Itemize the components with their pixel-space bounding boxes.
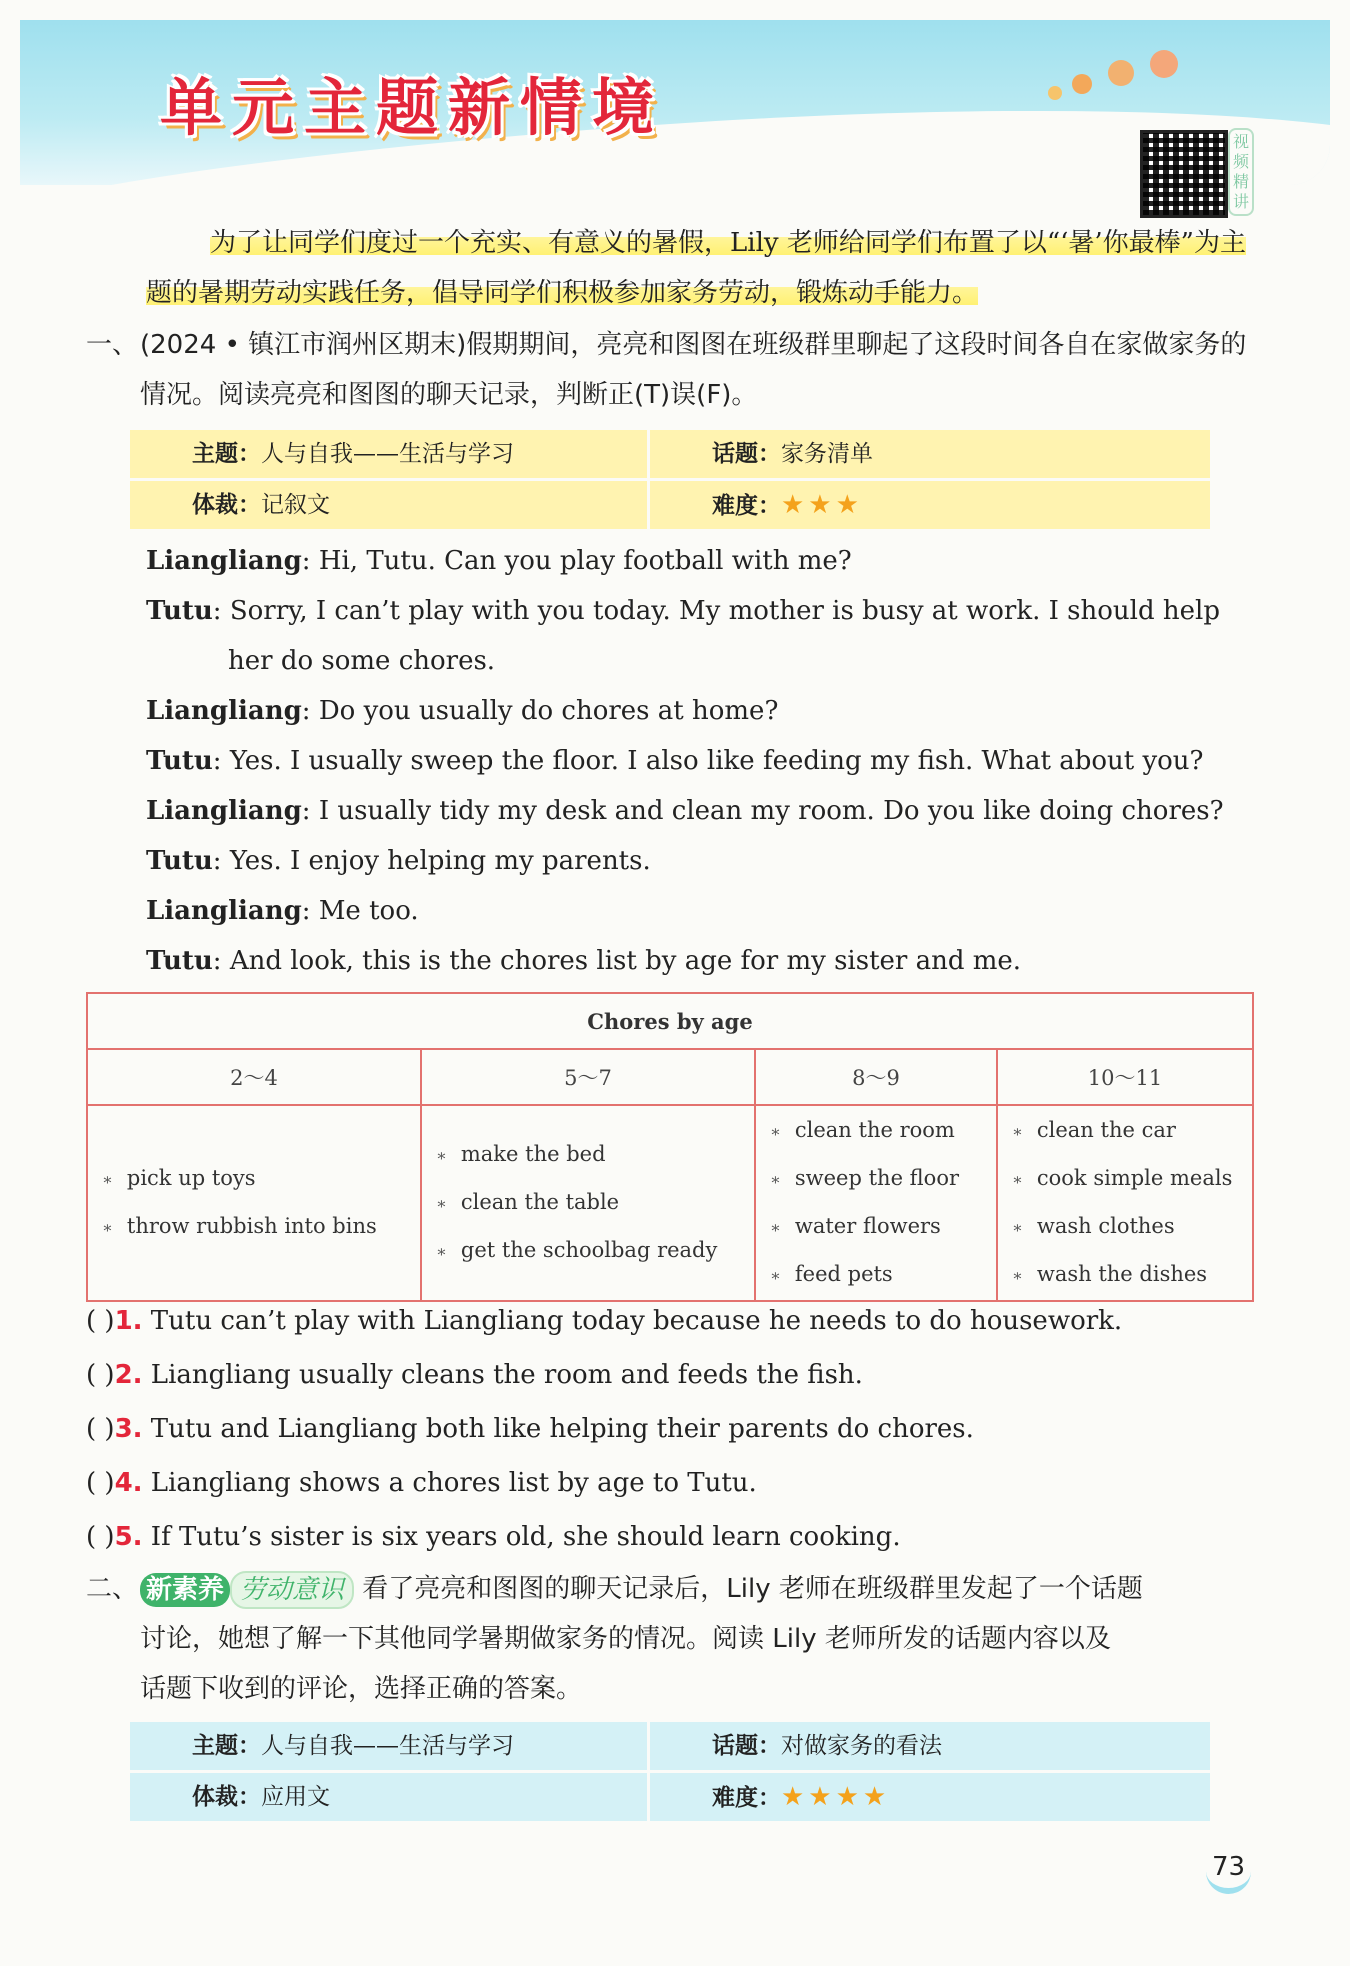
dialogue-line: Tutu: And look, this is the chores list by age for my sister and me. [146,946,1022,976]
chores-cell [755,1105,997,1301]
question-item: ( )1. Tutu can’t play with Liangliang today because he needs to do housework. [86,1306,1123,1336]
questions-list [86,1294,1266,1564]
dialogue-line: Liangliang: I usually tidy my desk and clean my room. Do you like doing chores? [146,796,1224,826]
answer-blank[interactable]: ( ) [86,1468,115,1498]
chore-item: ∗ water flowers [770,1214,941,1238]
chore-item: ∗ clean the table [436,1190,620,1214]
chores-cell [421,1105,755,1301]
answer-blank[interactable]: ( ) [86,1360,115,1390]
intro-paragraph [146,218,1256,318]
chore-item: ∗ pick up toys [102,1166,256,1190]
intro-text: 为了让同学们度过一个充实、有意义的暑假，Lily 老师给同学们布置了以“‘暑’你最棒”为主题的暑期劳动实践任务，倡导同学们积极参加家务劳动，锻炼动手能力。 [146,228,1246,308]
difficulty-stars-icon: ★★★ [781,490,863,520]
difficulty-stars-icon: ★★★★ [781,1782,891,1812]
section1-info-box [130,430,1210,529]
difficulty-cell: 难度：★★★★ [712,1782,891,1812]
age-header: 8～9 [755,1049,997,1105]
dialogue-line: Tutu: Sorry, I can’t play with you today. My mother is busy at work. I should help [146,596,1220,626]
age-header: 5～7 [421,1049,755,1105]
chores-cell [87,1105,421,1301]
chore-item: ∗ throw rubbish into bins [102,1214,377,1238]
dialogue [146,536,1256,986]
section2-number: 二、 [86,1574,139,1604]
question-item: ( )2. Liangliang usually cleans the room and feeds the fish. [86,1360,863,1390]
chore-item: ∗ clean the room [770,1118,955,1142]
answer-blank[interactable]: ( ) [86,1414,115,1444]
unit-title: 单元主题新情境 [160,71,665,144]
theme-cell: 主题：人与自我——生活与学习 [130,1722,650,1773]
topic-cell: 话题：家务清单 [650,430,1210,481]
chores-table-title: Chores by age [87,993,1253,1049]
chore-item: ∗ clean the car [1012,1118,1176,1142]
difficulty-cell: 难度：★★★ [712,490,863,520]
chores-table-wrap [86,992,1254,1302]
age-header: 2～4 [87,1049,421,1105]
qr-label: 视频精讲 [1228,128,1254,216]
dialogue-line: her do some chores. [228,646,496,676]
genre-cell: 体裁：应用文 [130,1773,650,1821]
chores-table [86,992,1254,1302]
section1-number: 一、 [86,330,139,360]
qr-code-icon[interactable] [1140,130,1228,218]
section1-instructions: (2024 • 镇江市润州区期末)假期期间，亮亮和图图在班级群里聊起了这段时间各自在家做家务的情况。阅读亮亮和图图的聊天记录，判断正(T)误(F)。 [140,330,1247,410]
section2-instructions: 新素养 劳动意识 看了亮亮和图图的聊天记录后，Lily 老师在班级群里发起了一个话题 讨论，她想了解一下其他同学暑期做家务的情况。阅读 Lily 老师所发的话题内容以及 话题下收到的评论，选择正确的答案。 [140,1564,1260,1714]
chore-item: ∗ sweep the floor [770,1166,959,1190]
answer-blank[interactable]: ( ) [86,1306,115,1336]
answer-blank[interactable]: ( ) [86,1522,115,1552]
age-header: 10～11 [997,1049,1253,1105]
dialogue-line: Liangliang: Hi, Tutu. Can you play football with me? [146,546,852,576]
question-item: ( )4. Liangliang shows a chores list by age to Tutu. [86,1468,757,1498]
chore-item: ∗ make the bed [436,1142,606,1166]
chore-item: ∗ get the schoolbag ready [436,1238,718,1262]
badge-new-literacy: 新素养 [140,1573,230,1607]
page-number: 73 [1206,1852,1251,1894]
chore-item: ∗ cook simple meals [1012,1166,1233,1190]
question-item: ( )3. Tutu and Liangliang both like helping their parents do chores. [86,1414,974,1444]
section2-info-box [130,1722,1210,1821]
topic-cell: 话题：对做家务的看法 [650,1722,1210,1773]
chore-item: ∗ wash the dishes [1012,1262,1208,1286]
theme-cell: 主题：人与自我——生活与学习 [130,430,650,481]
dialogue-line: Tutu: Yes. I usually sweep the floor. I also like feeding my fish. What about you? [146,746,1204,776]
question-item: ( )5. If Tutu’s sister is six years old, she should learn cooking. [86,1522,901,1552]
genre-cell: 体裁：记叙文 [130,481,650,529]
badge-labor: 劳动意识 [230,1571,354,1609]
chore-item: ∗ wash clothes [1012,1214,1175,1238]
dialogue-line: Tutu: Yes. I enjoy helping my parents. [146,846,651,876]
dialogue-line: Liangliang: Do you usually do chores at home? [146,696,779,726]
chore-item: ∗ feed pets [770,1262,893,1286]
chores-cell [997,1105,1253,1301]
dialogue-line: Liangliang: Me too. [146,896,419,926]
